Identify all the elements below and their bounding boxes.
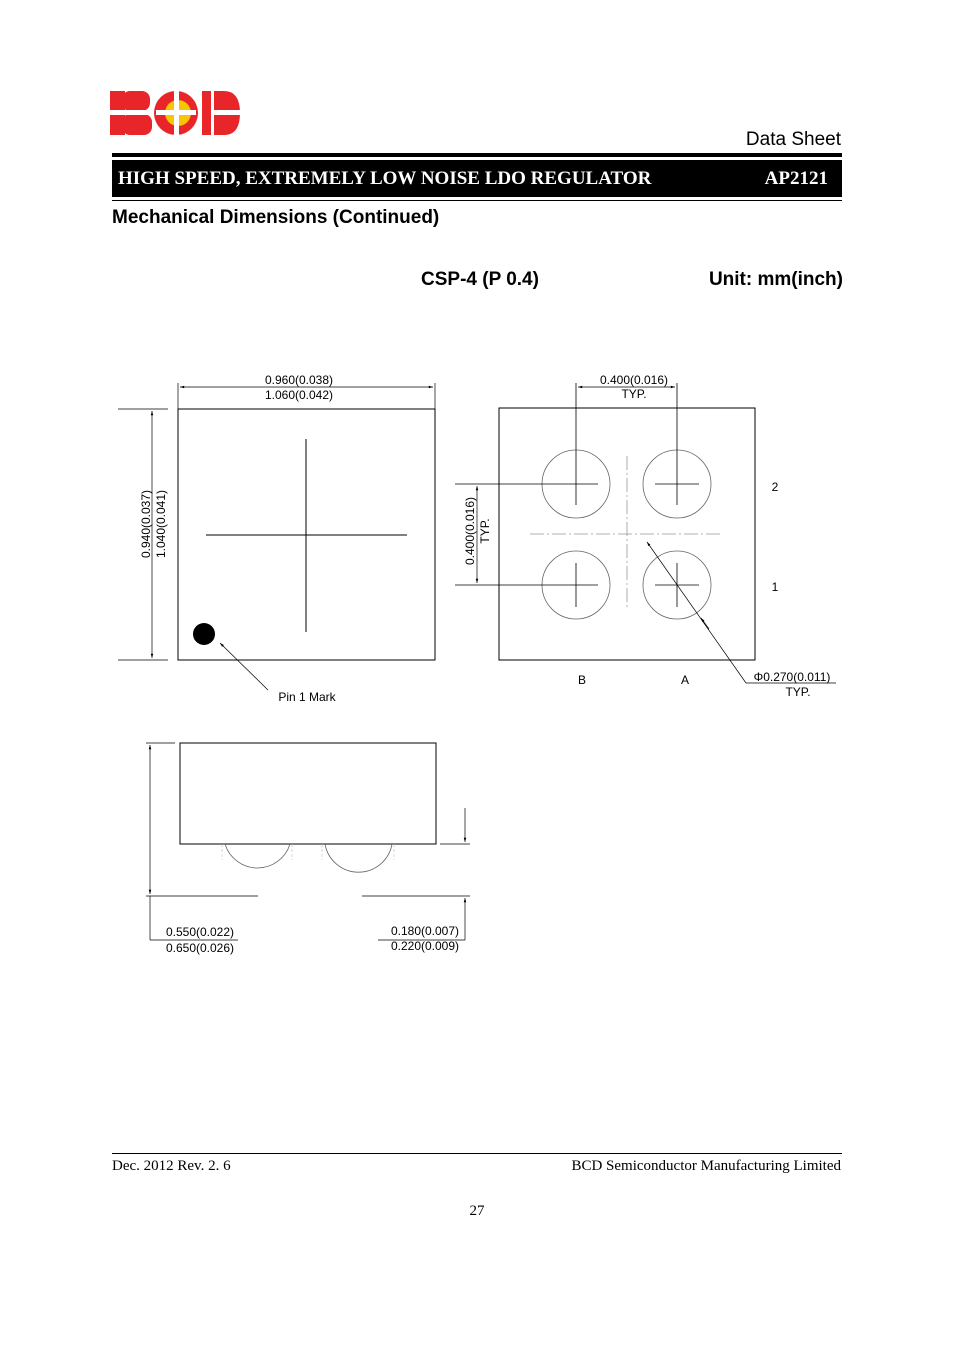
top-view [118,373,435,704]
ball-diameter-typ: TYP. [785,685,811,699]
top-width-max: 1.060(0.042) [264,388,334,402]
pitch-v-typ: TYP. [478,518,492,544]
pin1-mark-label: Pin 1 Mark [278,690,336,704]
footer-company: BCD Semiconductor Manufacturing Limited [571,1158,841,1174]
row-label-2: 2 [771,480,779,494]
ball-height-max: 0.220(0.009) [390,939,460,953]
page-number: 27 [469,1203,485,1219]
col-label-b: B [577,673,587,687]
row-label-1: 1 [771,580,779,594]
pitch-v-label: 0.400(0.016) [463,496,477,566]
doc-type-label: Data Sheet [745,129,841,150]
pitch-h-typ: TYP. [621,387,647,401]
ball-height-min: 0.180(0.007) [390,924,460,938]
pin1-dot [193,623,215,645]
total-height-min: 0.550(0.022) [165,925,235,939]
top-height-max: 1.040(0.041) [154,489,168,559]
side-view [146,743,470,955]
pitch-h-label: 0.400(0.016) [599,373,669,387]
section-title: Mechanical Dimensions (Continued) [112,207,440,228]
total-height-max: 0.650(0.026) [165,941,235,955]
bottom-view [455,373,836,699]
top-width-min: 0.960(0.038) [264,373,334,387]
package-title: CSP-4 (P 0.4) [421,269,539,290]
footer-rule [112,1153,842,1154]
part-number: AP2121 [764,168,828,189]
unit-label: Unit: mm(inch) [708,269,843,290]
product-title: HIGH SPEED, EXTREMELY LOW NOISE LDO REGULATOR [118,168,652,189]
ball-diameter-label: Φ0.270(0.011) [753,670,831,684]
col-label-a: A [680,673,690,687]
top-height-min: 0.940(0.037) [139,489,153,559]
footer-date-rev: Dec. 2012 Rev. 2. 6 [112,1158,231,1174]
